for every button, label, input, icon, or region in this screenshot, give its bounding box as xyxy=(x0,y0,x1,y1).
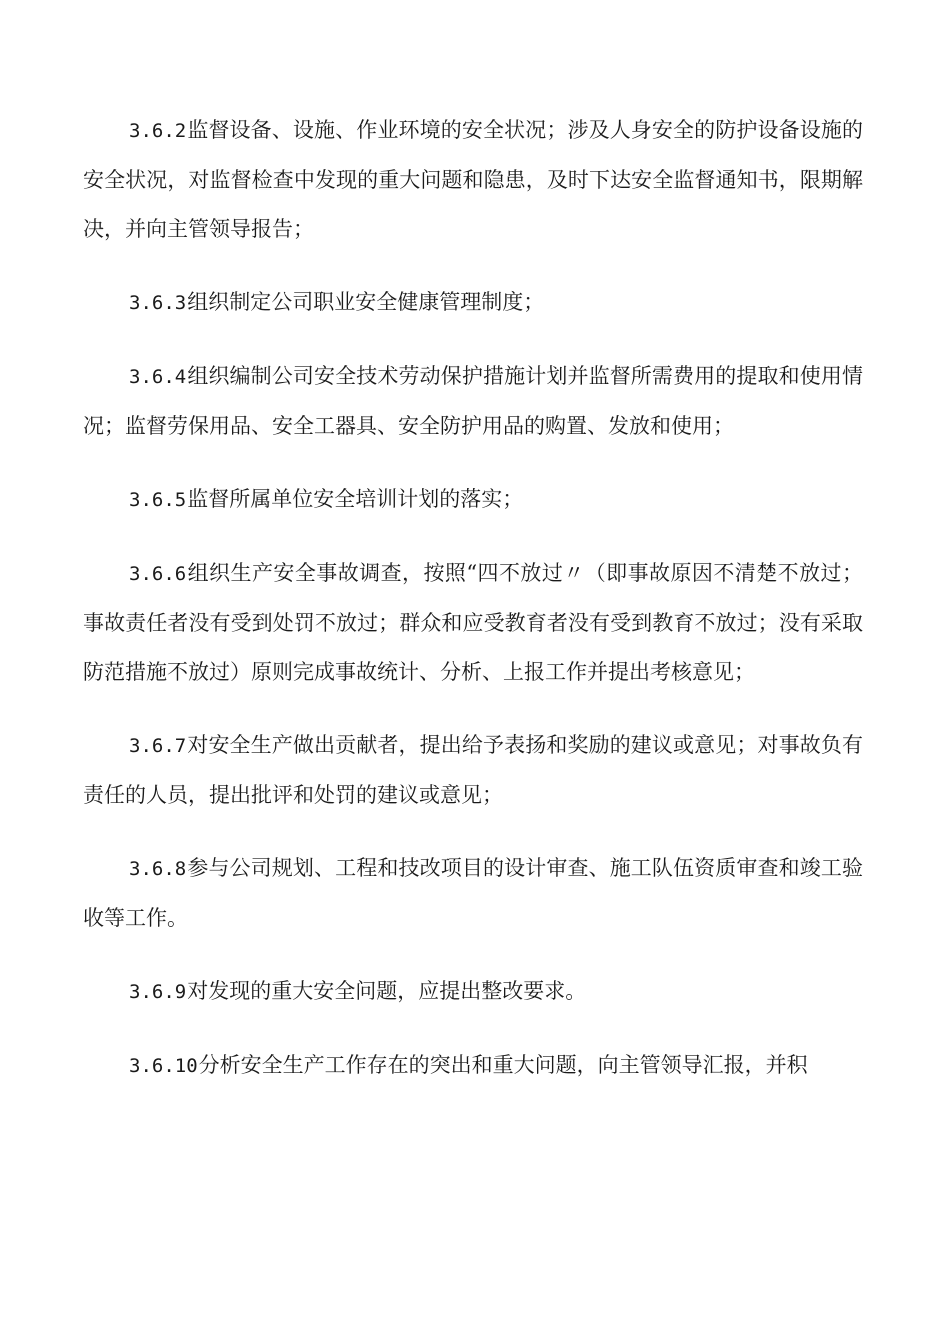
paragraph-text: 组织制定公司职业安全健康管理制度； xyxy=(187,290,545,314)
paragraph-text: 监督设备、设施、作业环境的安全状况；涉及人身安全的防护设备设施的安全状况，对监督检查中发现的重大问题和隐患，及时下达安全监督通知书，限期解决，并向主管领导报告； xyxy=(83,118,863,241)
paragraph-3-6-10 xyxy=(83,1041,863,1091)
paragraph-3-6-2 xyxy=(83,106,863,254)
document-body xyxy=(83,106,863,1115)
paragraph-number: 3.6.9 xyxy=(129,981,187,1003)
paragraph-number: 3.6.4 xyxy=(129,366,187,388)
paragraph-number: 3.6.3 xyxy=(129,292,187,314)
paragraph-text: 监督所属单位安全培训计划的落实； xyxy=(187,487,524,511)
paragraph-3-6-4 xyxy=(83,352,863,451)
paragraph-number: 3.6.6 xyxy=(129,563,187,585)
paragraph-3-6-3 xyxy=(83,278,863,328)
paragraph-3-6-6 xyxy=(83,549,863,697)
paragraph-number: 3.6.10 xyxy=(129,1055,198,1077)
paragraph-3-6-7 xyxy=(83,721,863,820)
paragraph-3-6-8 xyxy=(83,844,863,943)
paragraph-text: 对发现的重大安全问题，应提出整改要求。 xyxy=(187,979,587,1003)
paragraph-number: 3.6.8 xyxy=(129,858,187,880)
paragraph-text: 参与公司规划、工程和技改项目的设计审查、施工队伍资质审查和竣工验收等工作。 xyxy=(83,856,863,930)
paragraph-number: 3.6.2 xyxy=(129,120,187,142)
paragraph-3-6-5 xyxy=(83,475,863,525)
paragraph-text: 分析安全生产工作存在的突出和重大问题，向主管领导汇报，并积 xyxy=(198,1053,808,1077)
paragraph-text: 组织生产安全事故调查，按照“四不放过〃（即事故原因不清楚不放过；事故责任者没有受到处罚不放过；群众和应受教育者没有受到教育不放过；没有采取防范措施不放过）原则完成事故统计、分析、上报工作并提出考核意见； xyxy=(83,561,863,684)
paragraph-text: 组织编制公司安全技术劳动保护措施计划并监督所需费用的提取和使用情况；监督劳保用品、安全工器具、安全防护用品的购置、发放和使用； xyxy=(83,364,863,438)
paragraph-number: 3.6.7 xyxy=(129,735,187,757)
paragraph-text: 对安全生产做出贡献者，提出给予表扬和奖励的建议或意见；对事故负有责任的人员，提出批评和处罚的建议或意见； xyxy=(83,733,863,807)
paragraph-number: 3.6.5 xyxy=(129,489,187,511)
paragraph-3-6-9 xyxy=(83,967,863,1017)
